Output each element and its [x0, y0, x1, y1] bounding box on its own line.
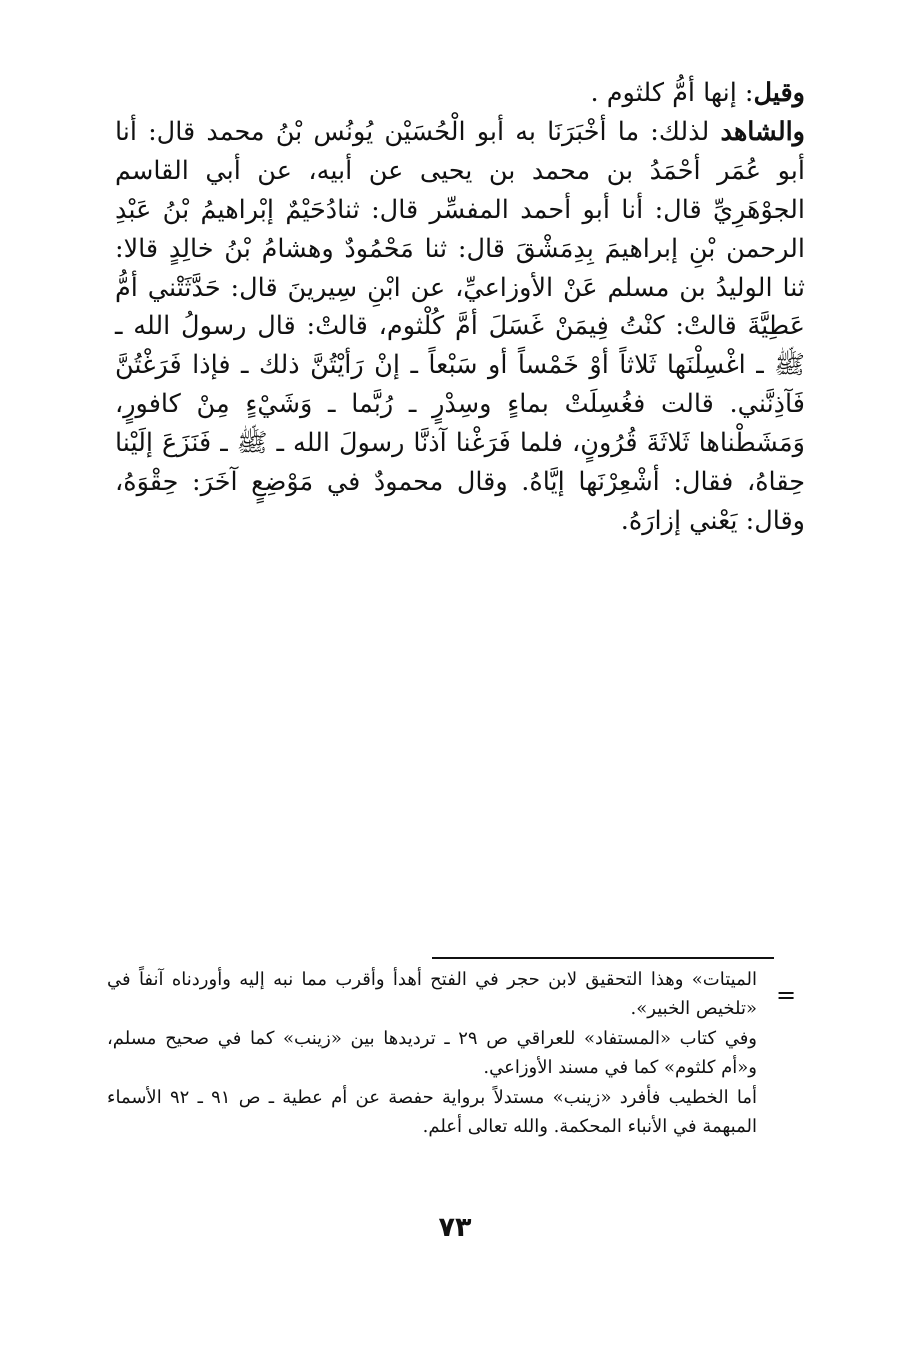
paragraph-1: [115, 74, 805, 113]
paragraph-2-text: لذلك: ما أخْبَرَنَا به أبو الْحُسَيْن يُونُس بْنُ محمد قال: أنا أبو عُمَر أحْمَدُ بن محمد بن يحيى عن أبيه، عن أبي القاسم الجوْهَرِيِّ قال: أنا أبو أحمد المفسِّر قال: ثنادُحَيْمٌ إبْراهيمُ بْنُ عَبْدِ الرحمن بْنِ إبراهيمَ بِدِمَشْقَ قال: ثنا مَحْمُودٌ وهشامُ بْنُ خالِدٍ قالا: ثنا الوليدُ بن مسلم عَنْ الأوزاعيِّ، عن ابْنِ سِيرينَ قال: حَدَّثَتْني أمُّ عَطِيَّةَ قالتْ: كنْتُ فِيمَنْ غَسَلَ أمَّ كُلْثوم، قالتْ: قال رسولُ الله ـ ﷺ ـ اغْسِلْنَها ثَلاثاً أوْ خَمْساً أو سَبْعاً ـ إنْ رَأيْتُنَّ ذلك ـ فإذا فَرَغْتُنَّ فَآذِنَّني. قالت فغُسِلَتْ بماءٍ وسِدْرٍ ـ رُبَّما ـ وَشَيْءٍ مِنْ كافورٍ، وَمَشَطْناها ثَلاثَةَ قُرُونٍ، فلما فَرَغْنا آذنَّا رسولَ الله ـ ﷺ ـ فَنَزَعَ إلَيْنا حِقاهُ، فقال: أشْعِرْنَها إيَّاهُ. وقال محمودٌ في مَوْضِعٍ آخَرَ: حِقْوَهُ، وقال: يَعْني إزارَهُ.: [115, 116, 805, 536]
paragraph-1-text: : إنها أمُّ كلثوم .: [590, 78, 754, 108]
main-text-block: [115, 74, 805, 541]
paragraph-2: [115, 113, 805, 541]
footnote-item: وفي كتاب «المستفاد» للعراقي ص ٢٩ ـ ترديدها بين «زينب» كما في صحيح مسلم، و«أم كلثوم» كما في مسند الأوزاعي.: [107, 1028, 757, 1078]
footnote-continuation-marker: =: [776, 981, 797, 1009]
page-number: ٧٣: [438, 1212, 472, 1243]
footnote-item: الميتات» وهذا التحقيق لابن حجر في الفتح أهدأ وأقرب مما نبه إليه وأوردناه آنفاً في «تلخيص الخبير».: [107, 969, 757, 1019]
footnotes-block: [107, 966, 757, 1143]
footnote-item: أما الخطيب فأفرد «زينب» مستدلاً برواية حفصة عن أم عطية ـ ص ٩١ ـ ٩٢ الأسماء المبهمة في الأنباء المحكمة. والله تعالى أعلم.: [107, 1087, 757, 1137]
paragraph-1-lead: وقيل: [753, 78, 805, 108]
footnote-separator: [432, 957, 774, 959]
paragraph-2-lead: والشاهد: [720, 116, 805, 147]
